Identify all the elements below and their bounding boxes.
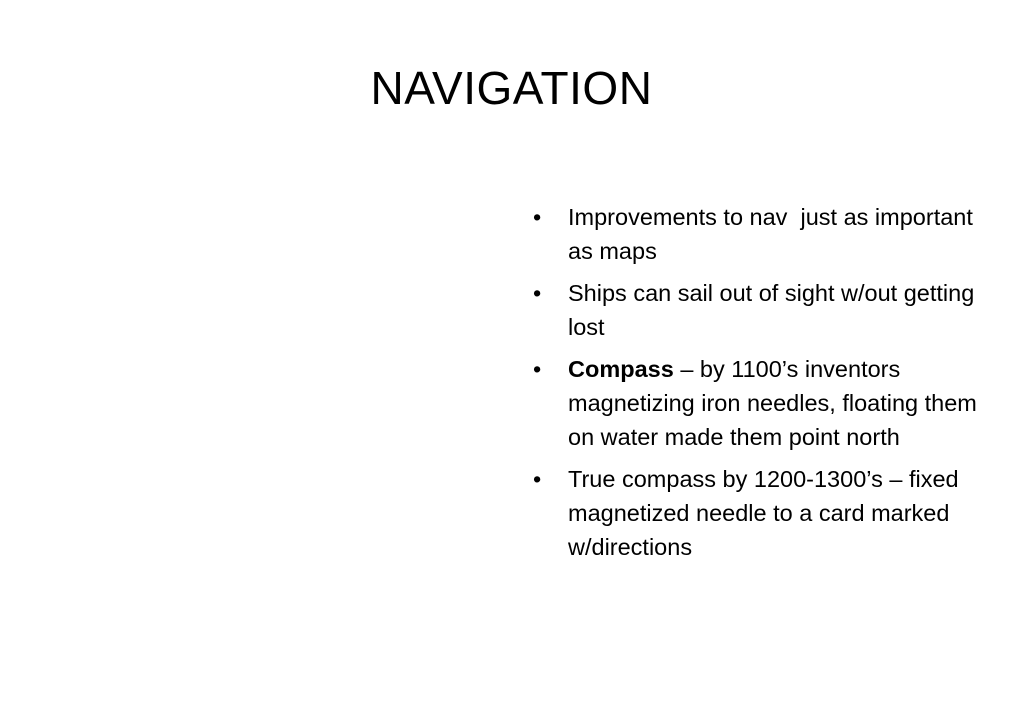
bullet-text: Improvements to nav just as important as maps	[568, 204, 980, 264]
bullet-text: – by 1100’s inventors magnetizing iron needles, floating them on water made them point north	[568, 356, 977, 450]
bullet-icon: •	[533, 280, 542, 306]
bullet-item-1	[533, 200, 983, 268]
bullet-term: Compass	[568, 356, 674, 382]
bullet-text: Ships can sail out of sight w/out getting lost	[568, 280, 975, 340]
bullet-item-4	[533, 462, 983, 564]
bullet-text: True compass by 1200-1300’s – fixed magnetized needle to a card marked w/directions	[568, 466, 959, 560]
bullet-item-3	[533, 352, 983, 454]
bullet-icon: •	[533, 204, 542, 230]
bullet-icon: •	[533, 356, 542, 382]
bullet-list	[533, 200, 983, 572]
slide-title: NAVIGATION	[370, 62, 653, 114]
bullet-item-2	[533, 276, 983, 344]
bullet-icon: •	[533, 466, 542, 492]
